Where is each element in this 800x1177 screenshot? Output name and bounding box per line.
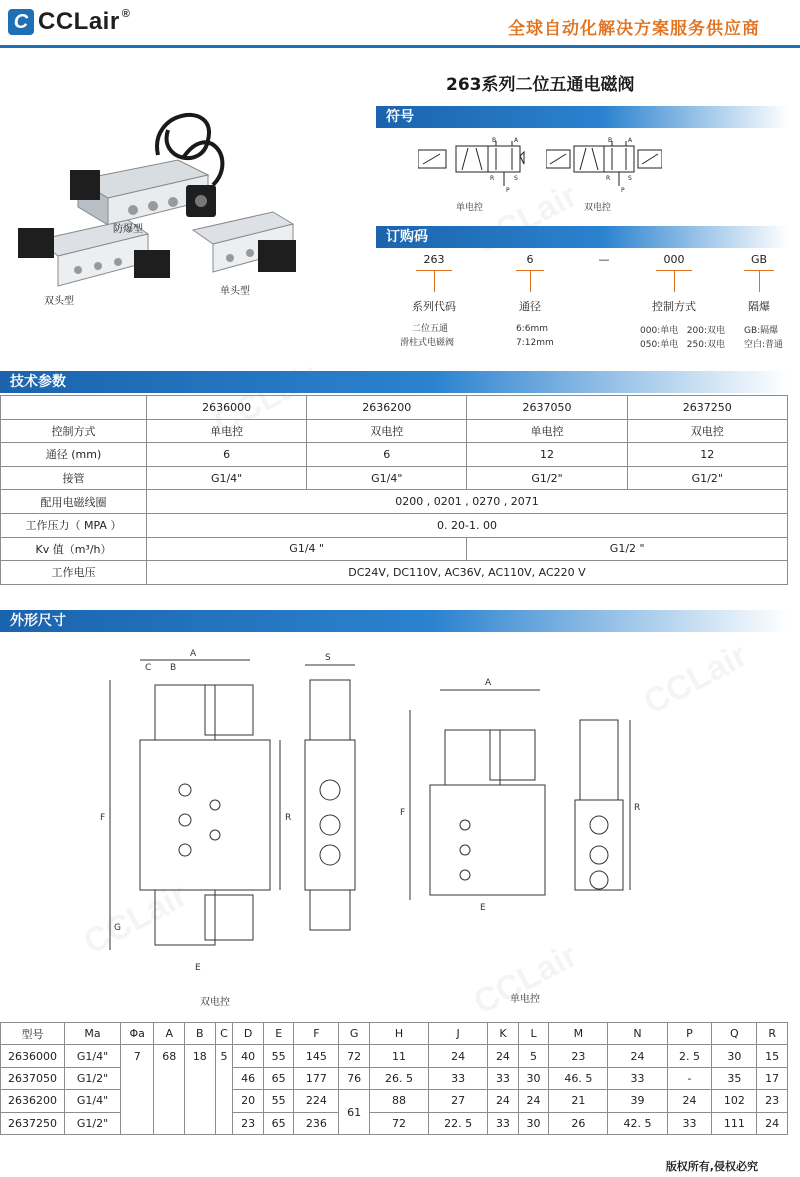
table-cell: 2636200 xyxy=(1,1090,65,1112)
table-cell: 12 xyxy=(627,443,787,467)
table-cell: G1/2" xyxy=(65,1112,121,1134)
table-cell: 24 xyxy=(488,1090,519,1112)
table-cell: 46 xyxy=(233,1067,264,1089)
table-cell: 2637050 xyxy=(1,1067,65,1089)
table-cell: 24 xyxy=(667,1090,712,1112)
table-cell: 2636200 xyxy=(307,396,467,420)
table-cell: 72 xyxy=(369,1112,428,1134)
svg-text:R: R xyxy=(285,813,292,823)
table-cell: 33 xyxy=(667,1112,712,1134)
table-cell: 26. 5 xyxy=(369,1067,428,1089)
explosion-desc-line2: 空白:普通 xyxy=(744,340,784,350)
table-cell: G1/2" xyxy=(65,1067,121,1089)
table-cell: 控制方式 xyxy=(1,419,147,443)
drawing-double-caption: 双电控 xyxy=(200,997,230,1008)
table-cell: G1/4" xyxy=(307,466,467,490)
table-cell: 配用电磁线圈 xyxy=(1,490,147,514)
table-cell xyxy=(1,396,147,420)
table-cell: 7 xyxy=(121,1045,154,1135)
table-row xyxy=(1,419,788,443)
table-cell: 11 xyxy=(369,1045,428,1067)
table-cell: 24 xyxy=(488,1045,519,1067)
table-header-cell: Ma xyxy=(65,1023,121,1045)
svg-text:A: A xyxy=(485,678,492,688)
table-header-cell: H xyxy=(369,1023,428,1045)
table-cell: 40 xyxy=(233,1045,264,1067)
order-code-connector xyxy=(434,270,435,292)
table-row xyxy=(1,1090,788,1112)
table-cell: 17 xyxy=(757,1067,788,1089)
table-cell: 42. 5 xyxy=(608,1112,667,1134)
table-cell: G1/2" xyxy=(627,466,787,490)
port-r-label: R xyxy=(490,175,495,182)
table-cell: G1/2" xyxy=(467,466,627,490)
port-b-label: B xyxy=(608,137,613,144)
table-row xyxy=(1,466,788,490)
table-header-cell: E xyxy=(263,1023,294,1045)
bore-desc-line1: 6:6mm xyxy=(516,324,549,334)
table-cell: 33 xyxy=(488,1067,519,1089)
brand-logo xyxy=(8,8,130,36)
control-desc-line1: 000:单电 200:双电 xyxy=(640,326,726,336)
table-header-cell: M xyxy=(549,1023,608,1045)
order-code-dash: — xyxy=(598,253,610,266)
table-cell: 22. 5 xyxy=(429,1112,488,1134)
table-header-cell: F xyxy=(294,1023,339,1045)
table-cell: 23 xyxy=(233,1112,264,1134)
svg-text:F: F xyxy=(400,808,406,818)
table-cell: 111 xyxy=(712,1112,757,1134)
symbol-single-solenoid xyxy=(418,136,528,196)
table-header-cell: K xyxy=(488,1023,519,1045)
symbol-double-caption: 双电控 xyxy=(584,203,612,213)
table-header-cell: Q xyxy=(712,1023,757,1045)
table-row xyxy=(1,537,788,561)
port-s-label: S xyxy=(514,175,518,182)
symbol-double-solenoid xyxy=(546,136,662,196)
table-cell: 6 xyxy=(307,443,467,467)
table-row xyxy=(1,561,788,585)
table-header-cell: A xyxy=(154,1023,185,1045)
table-cell: 24 xyxy=(757,1112,788,1134)
table-cell: 双电控 xyxy=(627,419,787,443)
table-cell: 工作电压 xyxy=(1,561,147,585)
slogan: 全球自动化解决方案服务供应商 xyxy=(508,19,760,39)
table-cell: 5 xyxy=(215,1045,233,1135)
table-row xyxy=(1,1067,788,1089)
table-cell: - xyxy=(667,1067,712,1089)
table-cell: 27 xyxy=(429,1090,488,1112)
table-cell: 5 xyxy=(518,1045,549,1067)
table-row xyxy=(1,1045,788,1067)
table-cell: 2. 5 xyxy=(667,1045,712,1067)
order-name-explosion: 隔爆 xyxy=(748,300,770,313)
table-cell: G1/2 " xyxy=(467,537,788,561)
page-header xyxy=(0,0,800,48)
svg-text:F: F xyxy=(100,813,106,823)
table-cell: 21 xyxy=(549,1090,608,1112)
table-cell: 工作压力（ MPA ） xyxy=(1,513,147,537)
table-cell: 65 xyxy=(263,1112,294,1134)
table-cell: 0200 , 0201 , 0270 , 2071 xyxy=(147,490,788,514)
svg-text:E: E xyxy=(195,963,201,973)
order-code-bore: 6 xyxy=(526,253,534,266)
table-cell: 33 xyxy=(429,1067,488,1089)
table-row xyxy=(1,396,788,420)
table-cell: 30 xyxy=(518,1112,549,1134)
table-cell: 30 xyxy=(518,1067,549,1089)
port-r-label: R xyxy=(606,175,611,182)
table-header-cell: 型号 xyxy=(1,1023,65,1045)
table-cell: 39 xyxy=(608,1090,667,1112)
table-cell: DC24V, DC110V, AC36V, AC110V, AC220 V xyxy=(147,561,788,585)
bore-desc-line2: 7:12mm xyxy=(516,338,554,348)
table-cell: 15 xyxy=(757,1045,788,1067)
table-cell: 61 xyxy=(339,1090,370,1135)
table-header-cell: D xyxy=(233,1023,264,1045)
table-cell: 26 xyxy=(549,1112,608,1134)
table-cell: 33 xyxy=(608,1067,667,1089)
table-cell: 236 xyxy=(294,1112,339,1134)
table-header-cell: J xyxy=(429,1023,488,1045)
table-cell: 24 xyxy=(429,1045,488,1067)
table-cell: 2636000 xyxy=(1,1045,65,1067)
page-title: 263系列二位五通电磁阀 xyxy=(446,75,635,95)
svg-text:A: A xyxy=(190,649,197,659)
table-header-cell: B xyxy=(185,1023,216,1045)
table-cell: 双电控 xyxy=(307,419,467,443)
port-s-label: S xyxy=(628,175,632,182)
table-cell: 2637050 xyxy=(467,396,627,420)
order-code-control: 000 xyxy=(663,253,685,266)
section-dims-header: 外形尺寸 xyxy=(0,610,788,632)
order-name-series: 系列代码 xyxy=(412,300,456,313)
table-cell: G1/4 " xyxy=(147,537,467,561)
dimension-table xyxy=(0,1022,788,1135)
table-header-cell: R xyxy=(757,1023,788,1045)
table-cell: 33 xyxy=(488,1112,519,1134)
svg-text:B: B xyxy=(170,663,177,673)
order-code-explosion: GB xyxy=(750,253,768,266)
table-cell: 24 xyxy=(518,1090,549,1112)
brand-name: CCLair ® xyxy=(38,8,131,35)
series-desc-line1: 二位五通 xyxy=(412,324,449,334)
table-header-cell: P xyxy=(667,1023,712,1045)
svg-text:S: S xyxy=(325,653,331,663)
table-cell: 30 xyxy=(712,1045,757,1067)
table-cell: 145 xyxy=(294,1045,339,1067)
table-row xyxy=(1,1112,788,1134)
table-cell: 68 xyxy=(154,1045,185,1135)
label-explosion-type: 防爆型 xyxy=(113,224,143,235)
drawing-single-caption: 单电控 xyxy=(510,994,540,1005)
order-name-control: 控制方式 xyxy=(652,300,696,313)
order-code-connector xyxy=(759,270,760,292)
svg-text:E: E xyxy=(480,903,486,913)
table-cell: 46. 5 xyxy=(549,1067,608,1089)
table-header-cell: C xyxy=(215,1023,233,1045)
table-cell: 72 xyxy=(339,1045,370,1067)
table-row xyxy=(1,443,788,467)
table-cell: 20 xyxy=(233,1090,264,1112)
table-cell: 单电控 xyxy=(467,419,627,443)
table-header-cell: L xyxy=(518,1023,549,1045)
table-cell: 35 xyxy=(712,1067,757,1089)
table-header-cell: N xyxy=(608,1023,667,1045)
dimension-drawings xyxy=(100,640,640,990)
table-cell: 6 xyxy=(147,443,307,467)
table-cell: 76 xyxy=(339,1067,370,1089)
table-cell: 88 xyxy=(369,1090,428,1112)
order-code-series: 263 xyxy=(423,253,445,266)
port-a-label: A xyxy=(628,137,633,144)
port-p-label: P xyxy=(621,187,625,194)
product-photos xyxy=(8,100,348,340)
watermark xyxy=(637,636,754,723)
table-cell: 55 xyxy=(263,1090,294,1112)
section-tech-header: 技术参数 xyxy=(0,371,788,393)
series-desc-line2: 滑柱式电磁阀 xyxy=(400,338,455,348)
table-row xyxy=(1,1023,788,1045)
table-cell: G1/4" xyxy=(147,466,307,490)
table-cell: 102 xyxy=(712,1090,757,1112)
table-cell: G1/4" xyxy=(65,1045,121,1067)
explosion-desc-line1: GB:隔爆 xyxy=(744,326,779,336)
section-symbol-header: 符号 xyxy=(376,106,788,128)
table-cell: 18 xyxy=(185,1045,216,1135)
table-cell: 通径 (mm) xyxy=(1,443,147,467)
label-double-type: 双头型 xyxy=(44,296,74,307)
table-header-cell: G xyxy=(339,1023,370,1045)
table-cell: 177 xyxy=(294,1067,339,1089)
table-cell: 12 xyxy=(467,443,627,467)
table-cell: 2637250 xyxy=(627,396,787,420)
table-row xyxy=(1,513,788,537)
table-cell: 224 xyxy=(294,1090,339,1112)
label-single-type: 单头型 xyxy=(220,286,250,297)
table-cell: 23 xyxy=(757,1090,788,1112)
port-b-label: B xyxy=(492,137,497,144)
port-a-label: A xyxy=(514,137,519,144)
table-cell: Kv 值（m³/h） xyxy=(1,537,147,561)
table-cell: 单电控 xyxy=(147,419,307,443)
svg-text:C: C xyxy=(145,663,152,673)
svg-text:R: R xyxy=(634,803,640,813)
table-row xyxy=(1,490,788,514)
table-cell: 24 xyxy=(608,1045,667,1067)
order-code-connector xyxy=(674,270,675,292)
table-cell: 接管 xyxy=(1,466,147,490)
copyright-footer: 版权所有,侵权必究 xyxy=(665,1160,758,1173)
port-p-label: P xyxy=(506,187,510,194)
svg-text:G: G xyxy=(114,923,121,933)
table-cell: G1/4" xyxy=(65,1090,121,1112)
table-cell: 23 xyxy=(549,1045,608,1067)
order-name-bore: 通径 xyxy=(519,300,541,313)
symbol-single-caption: 单电控 xyxy=(456,203,484,213)
order-code-connector xyxy=(530,270,531,292)
logo-icon: C xyxy=(8,9,34,35)
table-header-cell: Φa xyxy=(121,1023,154,1045)
table-cell: 55 xyxy=(263,1045,294,1067)
table-cell: 0. 20-1. 00 xyxy=(147,513,788,537)
spec-table xyxy=(0,395,788,585)
table-cell: 2636000 xyxy=(147,396,307,420)
table-cell: 65 xyxy=(263,1067,294,1089)
control-desc-line2: 050:单电 250:双电 xyxy=(640,340,726,350)
section-order-header: 订购码 xyxy=(376,226,788,248)
table-cell: 2637250 xyxy=(1,1112,65,1134)
